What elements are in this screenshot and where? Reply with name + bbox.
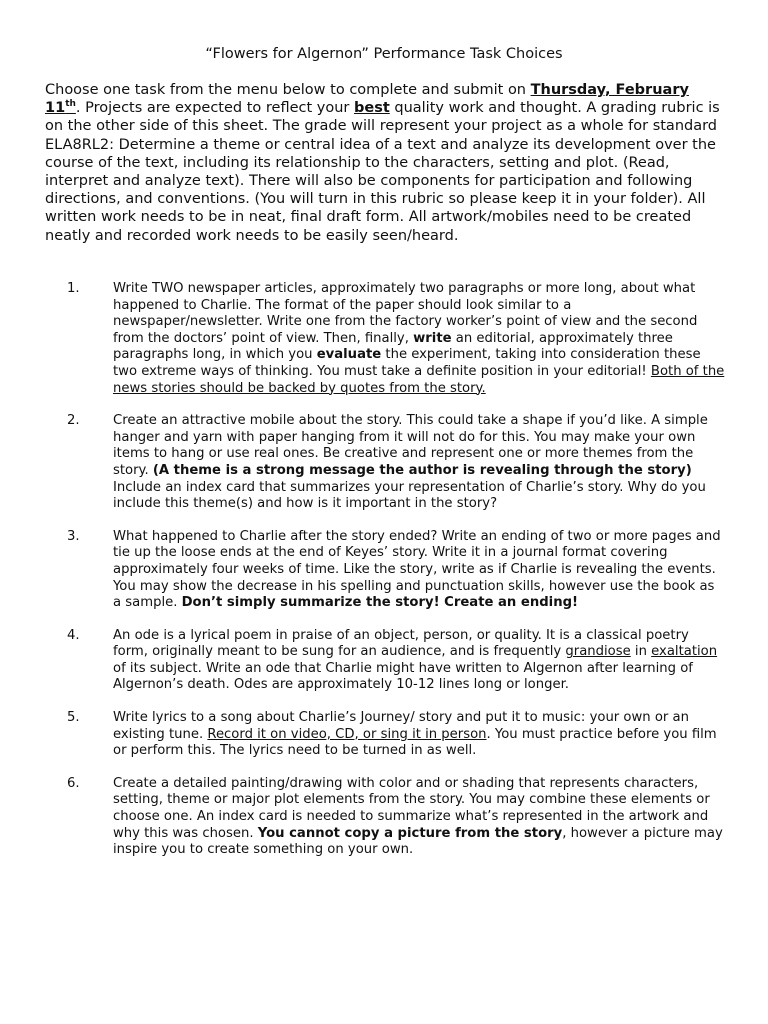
task-number: 6.: [67, 775, 80, 791]
task-item-4: [0, 628, 768, 694]
task-text: [113, 529, 725, 612]
task-item-1: [0, 281, 768, 397]
task-bold-evaluate: evaluate: [316, 347, 382, 363]
task-text-part: Create a detailed painting/drawing with color and or shading that represents characters, setting, theme or major plot elements from the story. You may combine these elements or choose one. An index card is needed to summarize what’s represented in the artwork and why this was chosen.: [113, 775, 710, 841]
task-bold-theme-definition: (A theme is a strong message the author is revealing through the story): [152, 462, 692, 478]
task-bold-write: write: [413, 330, 452, 346]
task-number: 2.: [67, 413, 80, 429]
due-date-main: Thursday, February 11: [45, 82, 689, 117]
task-underlined-requirement: Both of the news stories should be backed by quotes from the story.: [113, 363, 725, 396]
task-bold-instruction: Don’t simply summarize the story! Create an ending!: [181, 595, 579, 611]
intro-text-1: Choose one task from the menu below to complete and submit on: [45, 82, 531, 98]
intro-text-3: quality work and thought. A grading rubric is on the other side of this sheet. The grade will represent your project as a whole for standard ELA8RL2: Determine a theme or central idea of a text and analyze its development over the course of the text, including its relationship to the characters, setting and plot. (Read, interpret and analyze text). There will also be components for participation and following directions, and conventions. (You will turn in this rubric so please keep it in your folder). All written work needs to be in neat, final draft form. All artwork/mobiles need to be created neatly and recorded work needs to be easily seen/heard.: [45, 100, 720, 244]
task-number: 5.: [67, 710, 80, 726]
task-number: 4.: [67, 627, 80, 643]
intro-paragraph: [45, 81, 725, 245]
page-title: “Flowers for Algernon” Performance Task Choices: [205, 46, 563, 62]
task-underlined-word: grandiose: [565, 644, 631, 660]
task-item-2: [0, 413, 768, 513]
task-number: 1.: [67, 281, 80, 296]
task-text-part: in: [630, 644, 652, 660]
task-text-part: What happened to Charlie after the story ended? Write an ending of two or more pages and tie up the loose ends at the end of Keyes’ story. Write it in a journal format covering approximately four weeks of time. Like the story, write as if Charlie is revealing the events. You may show the decrease in his spelling and punctuation skills, however use the book as a sample.: [113, 528, 721, 611]
task-text: [113, 281, 725, 397]
task-bold-warning: You cannot copy a picture from the story: [257, 825, 563, 841]
task-text-part: , however a picture may inspire you to create something on your own.: [113, 825, 723, 858]
due-date-suffix: th: [65, 99, 76, 110]
task-text-part: . You must practice before you film or perform this. The lyrics need to be turned in as well.: [113, 726, 717, 759]
task-text-part: the experiment, taking into consideration these two extreme ways of thinking. You must take a definite position in your editorial!: [113, 347, 701, 379]
task-text: [113, 710, 725, 760]
task-item-5: [0, 710, 768, 760]
task-text-part: Write TWO newspaper articles, approximately two paragraphs or more long, about what happened to Charlie. The format of the paper should look similar to a newspaper/newsletter. Write one from the factory worker’s point of view and the second from the doctors’ point of view. Then, finally,: [113, 281, 698, 346]
task-item-6: [0, 776, 768, 859]
intro-text-2: . Projects are expected to reflect your: [75, 100, 354, 117]
task-text: [113, 776, 725, 859]
task-number: 3.: [67, 528, 80, 544]
task-underlined-word: exaltation: [651, 644, 718, 660]
task-text-part: An ode is a lyrical poem in praise of an object, person, or quality. It is a classical poetry form, originally meant to be sung for an audience, and is frequently: [113, 627, 689, 660]
task-list: [0, 281, 768, 875]
task-text-part: Create an attractive mobile about the story. This could take a shape if you’d like. A simple hanger and yarn with paper hanging from it will not do for this. You may make your own items to hang or use real ones. Be creative and represent one or more themes from the story.: [113, 413, 708, 478]
emphasis-best: best: [353, 100, 390, 117]
task-text-part: Write lyrics to a song about Charlie’s Journey/ story and put it to music: your own or an existing tune.: [113, 710, 689, 742]
task-text-part: Include an index card that summarizes your representation of Charlie’s story. Why do you include this theme(s) and how is it important in the story?: [113, 479, 706, 512]
task-text: [113, 413, 725, 513]
task-text-part: an editorial, approximately three paragraphs long, in which you: [113, 330, 673, 363]
task-underlined-requirement: Record it on video, CD, or sing it in person: [207, 726, 487, 742]
task-text-part: of its subject. Write an ode that Charlie might have written to Algernon after learning of Algernon’s death. Odes are approximately 10-12 lines long or longer.: [113, 660, 693, 693]
task-text: [113, 628, 725, 694]
task-item-3: [0, 529, 768, 612]
